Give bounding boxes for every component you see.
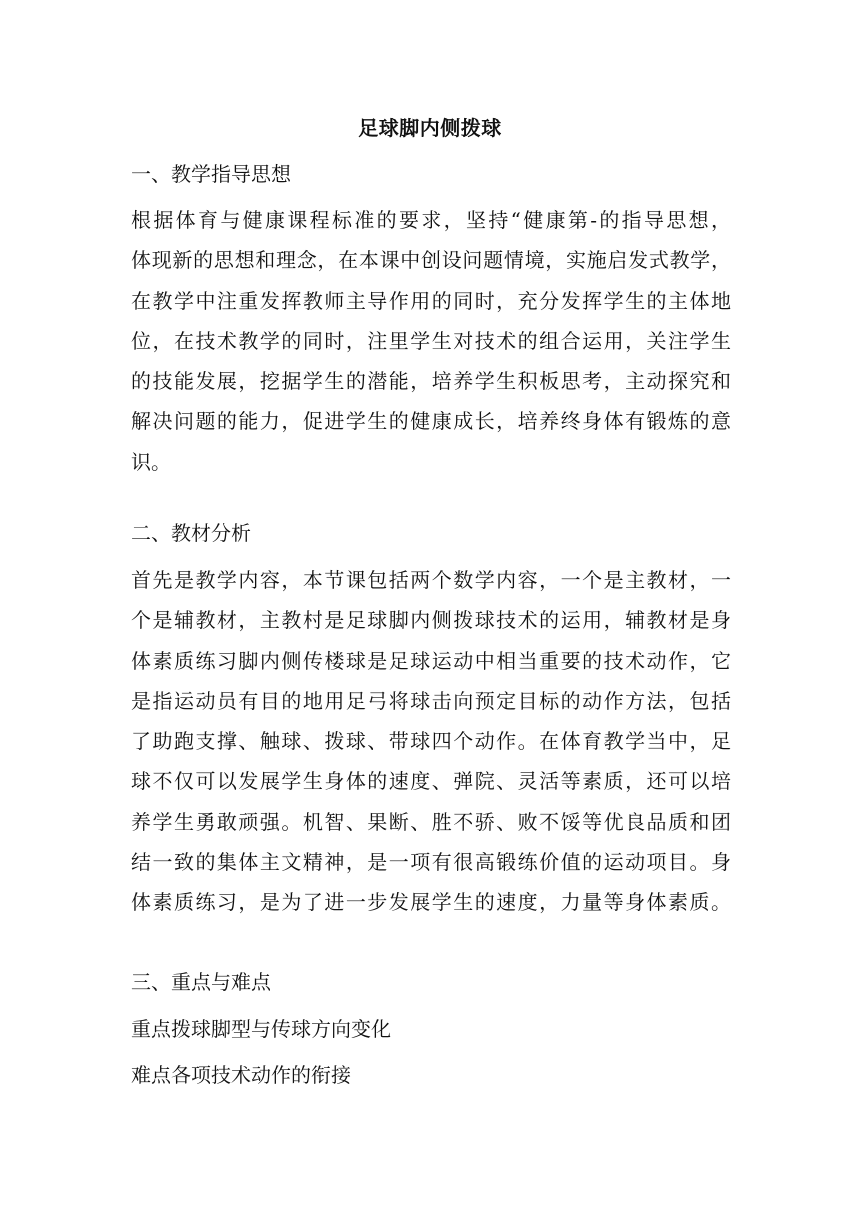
paragraph-line: 养学生勇敢顽强。机智、果断、胜不骄、败不馁等优良品质和团: [131, 809, 731, 834]
paragraph-line: 首先是教学内容，本节课包括两个数学内容，一个是主教材，一: [131, 568, 731, 592]
paragraph-line: 体素质练习，是为了进一步发展学生的速度，力量等身体素质。: [131, 890, 731, 915]
paragraph-line: 体现新的思想和理念，在本课中创设问题情境，实施启发式教学，: [131, 248, 731, 273]
section-heading-guiding-ideology: 一、教学指导思想: [131, 162, 291, 186]
paragraph-line: 了助跑支撑、触球、拨球、带球四个动作。在体育教学当中，足: [131, 729, 731, 754]
difficulty-text: 难点各项技术动作的衔接: [131, 1063, 351, 1087]
paragraph-line: 结一致的集体主文精神，是一项有很高锻练价值的运动项目。身: [131, 850, 731, 875]
section-heading-material-analysis: 二、教材分析: [131, 521, 251, 545]
paragraph-line: 位，在技术教学的同时，注里学生对技术的组合运用，关注学生: [131, 328, 731, 353]
paragraph-line: 体素质练习脚内侧传楼球是足球运动中相当重要的技术动作，它: [131, 648, 731, 673]
paragraph-line: 识。: [131, 449, 171, 474]
paragraph-line: 是指运动员有目的地用足弓将球击向预定目标的动作方法，包括: [131, 688, 731, 713]
paragraph-line: 根据体育与健康课程标准的要求，坚持“健康第-的指导思想，: [131, 208, 731, 232]
key-point-text: 重点拨球脚型与传球方向变化: [131, 1017, 391, 1041]
section-heading-key-and-difficult-points: 三、重点与难点: [131, 970, 271, 994]
document-title: 足球脚内侧拨球: [358, 116, 502, 140]
paragraph-line: 在教学中注重发挥教师主导作用的同时，充分发挥学生的主体地: [131, 288, 731, 313]
paragraph-material-analysis: [131, 560, 731, 923]
paragraph-line: 解决问题的能力，促进学生的健康成长，培养终身体有锻炼的意: [131, 409, 731, 434]
paragraph-line: 个是辅教材，主教村是足球脚内侧拨球技术的运用，辅教材是身: [131, 608, 731, 633]
paragraph-line: 的技能发展，挖据学生的潜能，培养学生积板思考，主动探究和: [131, 369, 731, 394]
paragraph-line: 球不仅可以发展学生身体的速度、弹院、灵活等素质，还可以培: [131, 769, 731, 794]
paragraph-guiding-ideology: [131, 200, 731, 482]
